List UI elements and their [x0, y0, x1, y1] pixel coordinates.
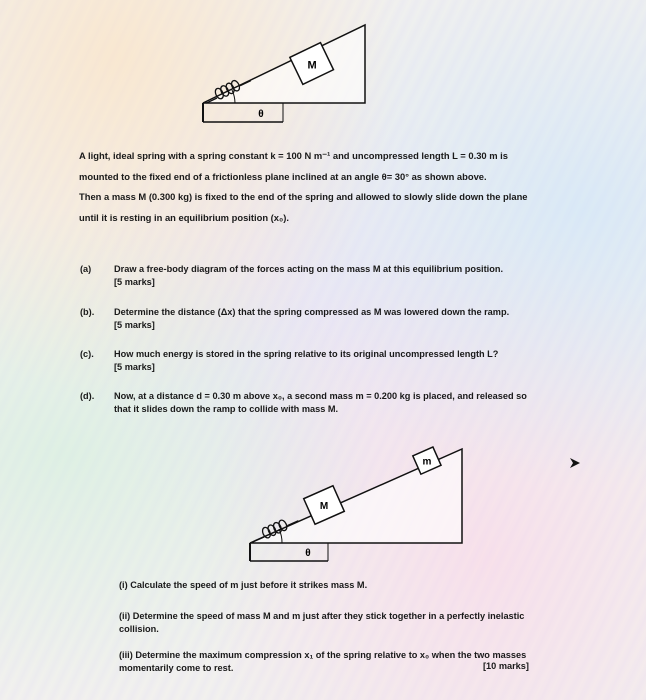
question-number: (b).: [80, 307, 95, 317]
intro-line-1: A light, ideal spring with a spring constant k = 100 N m⁻¹ and uncompressed length L = 0.30 m is: [79, 150, 509, 161]
subpart-marks: [10 marks]: [483, 661, 529, 671]
mass-label-M: M: [307, 59, 317, 72]
question-marks: [5 marks]: [114, 276, 155, 287]
question-text: Determine the distance (Δx) that the spring compressed as M was lowered down the ramp.: [114, 307, 510, 317]
question-text: How much energy is stored in the spring relative to its original uncompressed length L?: [114, 349, 499, 359]
intro-line-4: until it is resting in an equilibrium position (x₀).: [79, 211, 289, 223]
incline-diagram-top: [195, 20, 375, 145]
subpart-text: (iii) Determine the maximum compression x₁ of the spring relative to x₀ when the two masses: [119, 650, 527, 660]
question-c: [80, 348, 580, 378]
intro-line-2: mounted to the fixed end of a frictionless plane inclined at an angle θ= 30° as shown above.: [79, 170, 487, 182]
question-marks: [5 marks]: [114, 319, 155, 330]
problem-statement: [79, 146, 599, 228]
subpart-iii: [119, 649, 539, 674]
question-a: [80, 263, 580, 293]
subpart-text-cont: collision.: [119, 623, 159, 634]
question-number: (a): [80, 264, 92, 274]
question-d: [80, 390, 590, 420]
question-text: Now, at a distance d = 0.30 m above x₀, a second mass m = 0.200 kg is placed, and released so: [114, 391, 527, 401]
subpart-text: (i) Calculate the speed of m just before it strikes mass M.: [119, 580, 368, 590]
subpart-text: (ii) Determine the speed of mass M and m just after they stick together in a perfectly inelastic: [119, 611, 525, 621]
subpart-text-cont: momentarily come to rest.: [119, 662, 234, 673]
subpart-ii: [119, 610, 539, 635]
subpart-i: [119, 579, 539, 592]
angle-label: θ: [305, 548, 311, 559]
question-marks: [5 marks]: [114, 361, 155, 372]
incline-diagram-bottom: [240, 443, 470, 573]
cursor-icon: [568, 456, 582, 470]
question-number: (c).: [80, 349, 94, 359]
intro-line-3: Then a mass M (0.300 kg) is fixed to the end of the spring and allowed to slowly slide down the plane: [79, 191, 528, 202]
mass-label-M: M: [319, 501, 329, 512]
question-b: [80, 306, 580, 336]
angle-label: θ: [258, 109, 264, 120]
mass-label-m: m: [422, 456, 432, 468]
question-text-cont: that it slides down the ramp to collide with mass M.: [114, 403, 339, 414]
question-text: Draw a free-body diagram of the forces acting on the mass M at this equilibrium position.: [114, 264, 503, 274]
question-number: (d).: [80, 391, 95, 401]
